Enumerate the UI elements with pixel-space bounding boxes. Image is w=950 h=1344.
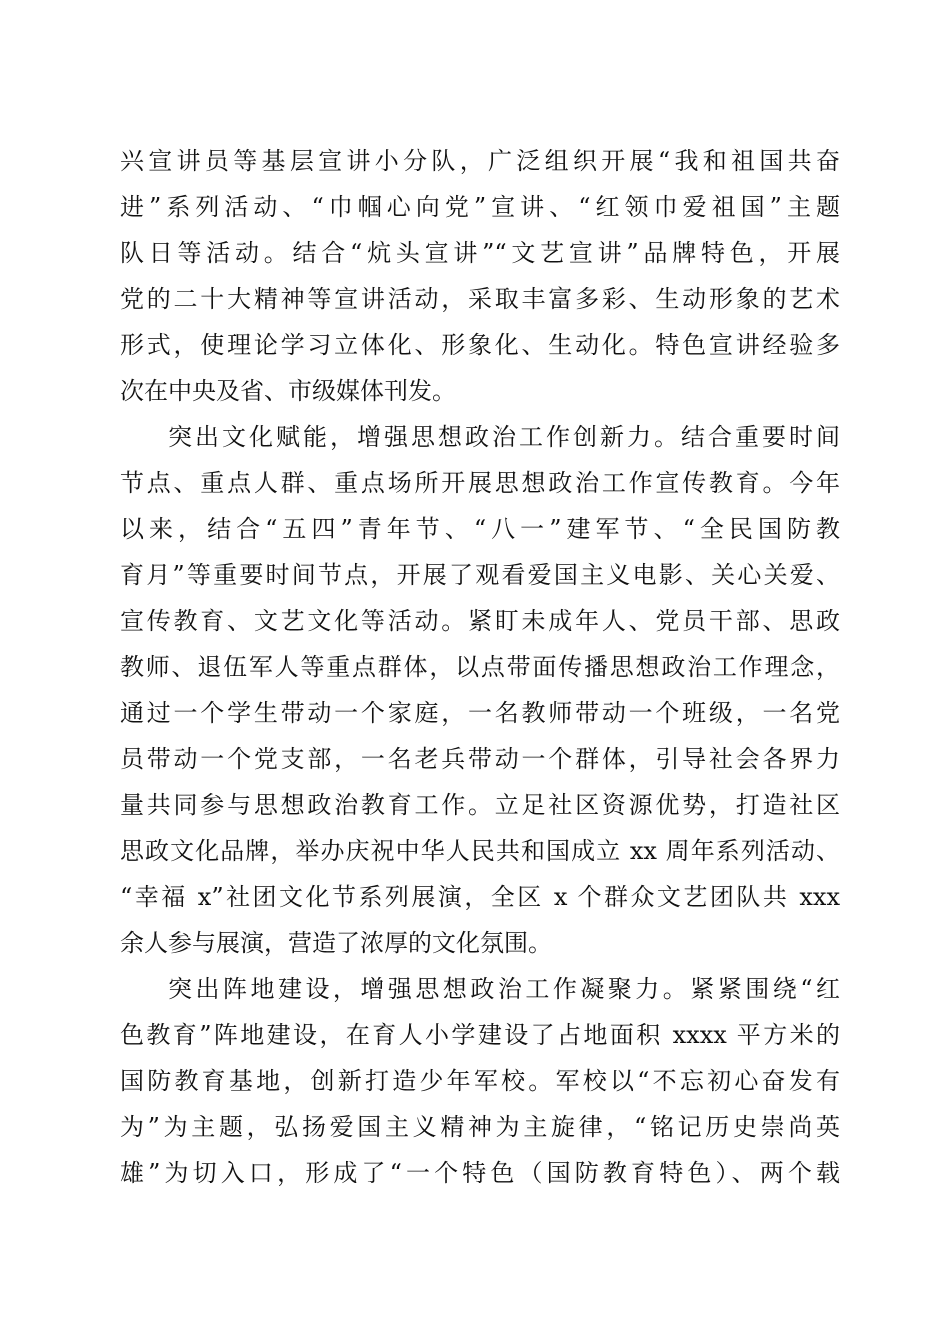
text-line: “幸福 x”社团文化节系列展演，全区 x 个群众文艺团队共 xxx (120, 883, 840, 911)
text-line: 形式，使理论学习立体化、形象化、生动化。特色宣讲经验多 (120, 331, 840, 359)
text-line: 思政文化品牌，举办庆祝中华人民共和国成立 xx 周年系列活动、 (120, 837, 840, 865)
text-line: 余人参与展演，营造了浓厚的文化氛围。 (120, 929, 552, 957)
text-line: 色教育”阵地建设，在育人小学建设了占地面积 xxxx 平方米的 (120, 1021, 840, 1049)
text-line: 队日等活动。结合“炕头宣讲”“文艺宣讲”品牌特色，开展 (120, 239, 840, 267)
text-line: 员带动一个党支部，一名老兵带动一个群体，引导社会各界力 (120, 745, 840, 773)
text-line: 为”为主题，弘扬爱国主义精神为主旋律，“铭记历史崇尚英 (120, 1113, 840, 1141)
text-line: 育月”等重要时间节点，开展了观看爱国主义电影、关心关爱、 (120, 561, 840, 589)
text-line: 国防教育基地，创新打造少年军校。军校以“不忘初心奋发有 (120, 1067, 840, 1095)
text-line: 次在中央及省、市级媒体刊发。 (120, 377, 456, 405)
text-line: 宣传教育、文艺文化等活动。紧盯未成年人、党员干部、思政 (120, 607, 840, 635)
text-line: 节点、重点人群、重点场所开展思想政治工作宣传教育。今年 (120, 469, 840, 497)
text-line: 兴宣讲员等基层宣讲小分队，广泛组织开展“我和祖国共奋 (120, 147, 840, 175)
text-line: 通过一个学生带动一个家庭，一名教师带动一个班级，一名党 (120, 699, 840, 727)
text-line: 雄”为切入口，形成了“一个特色（国防教育特色）、两个载 (120, 1159, 840, 1187)
text-line: 量共同参与思想政治教育工作。立足社区资源优势，打造社区 (120, 791, 840, 819)
text-line: 党的二十大精神等宣讲活动，采取丰富多彩、生动形象的艺术 (120, 285, 840, 313)
paragraph-first-line: 突出阵地建设，增强思想政治工作凝聚力。紧紧围绕“红 (168, 975, 840, 1003)
text-line: 教师、退伍军人等重点群体，以点带面传播思想政治工作理念， (120, 653, 840, 681)
paragraph-first-line: 突出文化赋能，增强思想政治工作创新力。结合重要时间 (168, 423, 840, 451)
text-line: 进”系列活动、“巾帼心向党”宣讲、“红领巾爱祖国”主题 (120, 193, 840, 221)
text-line: 以来，结合“五四”青年节、“八一”建军节、“全民国防教 (120, 515, 840, 543)
